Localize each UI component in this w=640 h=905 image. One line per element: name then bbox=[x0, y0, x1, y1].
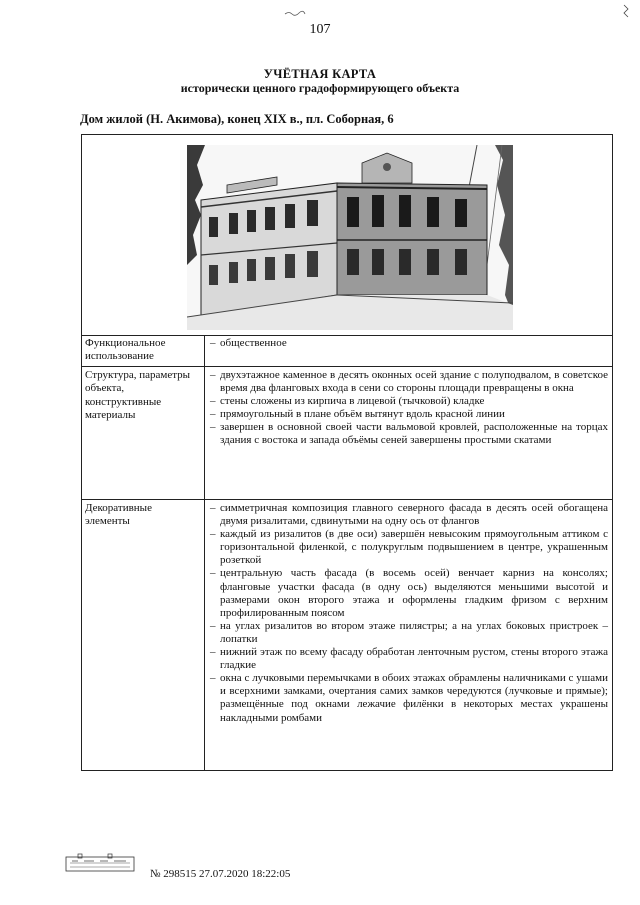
row-decorative bbox=[82, 500, 612, 770]
seal-logo-icon bbox=[64, 853, 136, 875]
list-item: – общественное bbox=[210, 337, 287, 349]
card-subtitle: исторически ценного градоформирующего объекта bbox=[180, 81, 460, 95]
list-item: – стены сложены из кирпича в лицевой (тычковой) кладке bbox=[210, 395, 485, 408]
list-item: – центральную часть фасада (в восемь осей) венчает карниз на консолях; фланговые участки фасада (в одну ось) выделяются меньшими высотой и размерами окон второго этажа и оформлены гладким фризом с верхним профилированным поясом bbox=[210, 567, 608, 619]
row-functional-use bbox=[82, 335, 612, 367]
list-item: – прямоугольный в плане объём вытянут вдоль красной линии bbox=[210, 408, 505, 421]
list-item: – завершен в основной своей части вальмовой кровлей, расположенные на торцах здания с востока и запада объёмы сеней завершены простыми скатами bbox=[210, 421, 608, 447]
photo-cell bbox=[82, 135, 612, 336]
page-number: 107 bbox=[309, 22, 331, 37]
row-content bbox=[210, 337, 608, 350]
list-item: – на углах ризалитов во втором этаже пилястры; а на углах боковых пристроек – лопатки bbox=[210, 619, 608, 645]
row-label: Функциональное использование bbox=[85, 337, 166, 363]
row-content bbox=[210, 369, 608, 448]
row-structure bbox=[82, 367, 612, 500]
card-title: УЧЁТНАЯ КАРТА bbox=[263, 67, 377, 81]
list-item: – двухэтажное каменное в десять оконных осей здание с полуподвалом, в советское время два фланговых входа в сени со стороны площади превращены в окна bbox=[210, 369, 608, 395]
row-content bbox=[210, 502, 608, 725]
building-photo-icon bbox=[187, 145, 513, 330]
list-item: – каждый из ризалитов (в две оси) завершён невысоким прямоугольным аттиком с горизонтальной филенкой, с полукруглым подвышением в центре, украшенным розеткой bbox=[210, 528, 608, 567]
object-title: Дом жилой (Н. Акимова), конец XIX в., пл. Соборная, 6 bbox=[80, 112, 394, 126]
list-item: – нижний этаж по всему фасаду обработан ленточным рустом, стены второго этажа гладкие bbox=[210, 646, 608, 672]
row-label: Декоративные элементы bbox=[85, 502, 152, 528]
list-item: – симметричная композиция главного северного фасада в десять осей обогащена двумя ризалитами, сдвинутыми на одну ось от флангов bbox=[210, 502, 608, 528]
list-item: – окна с лучковыми перемычками в обоих этажах обрамлены наличниками с ушами и всерхними замками, очертания самих замков чередуются (лучковые и прямые); размещённые под окнами лежачие филёнки в некоторых местах украшены накладными ромбами bbox=[210, 672, 608, 724]
row-label: Структура, параметры объекта, конструктивные материалы bbox=[85, 369, 191, 422]
registration-stamp: № 298515 27.07.2020 18:22:05 bbox=[150, 868, 291, 880]
corner-mark bbox=[622, 4, 630, 18]
record-card bbox=[81, 134, 613, 771]
top-scribble-mark bbox=[284, 3, 306, 9]
